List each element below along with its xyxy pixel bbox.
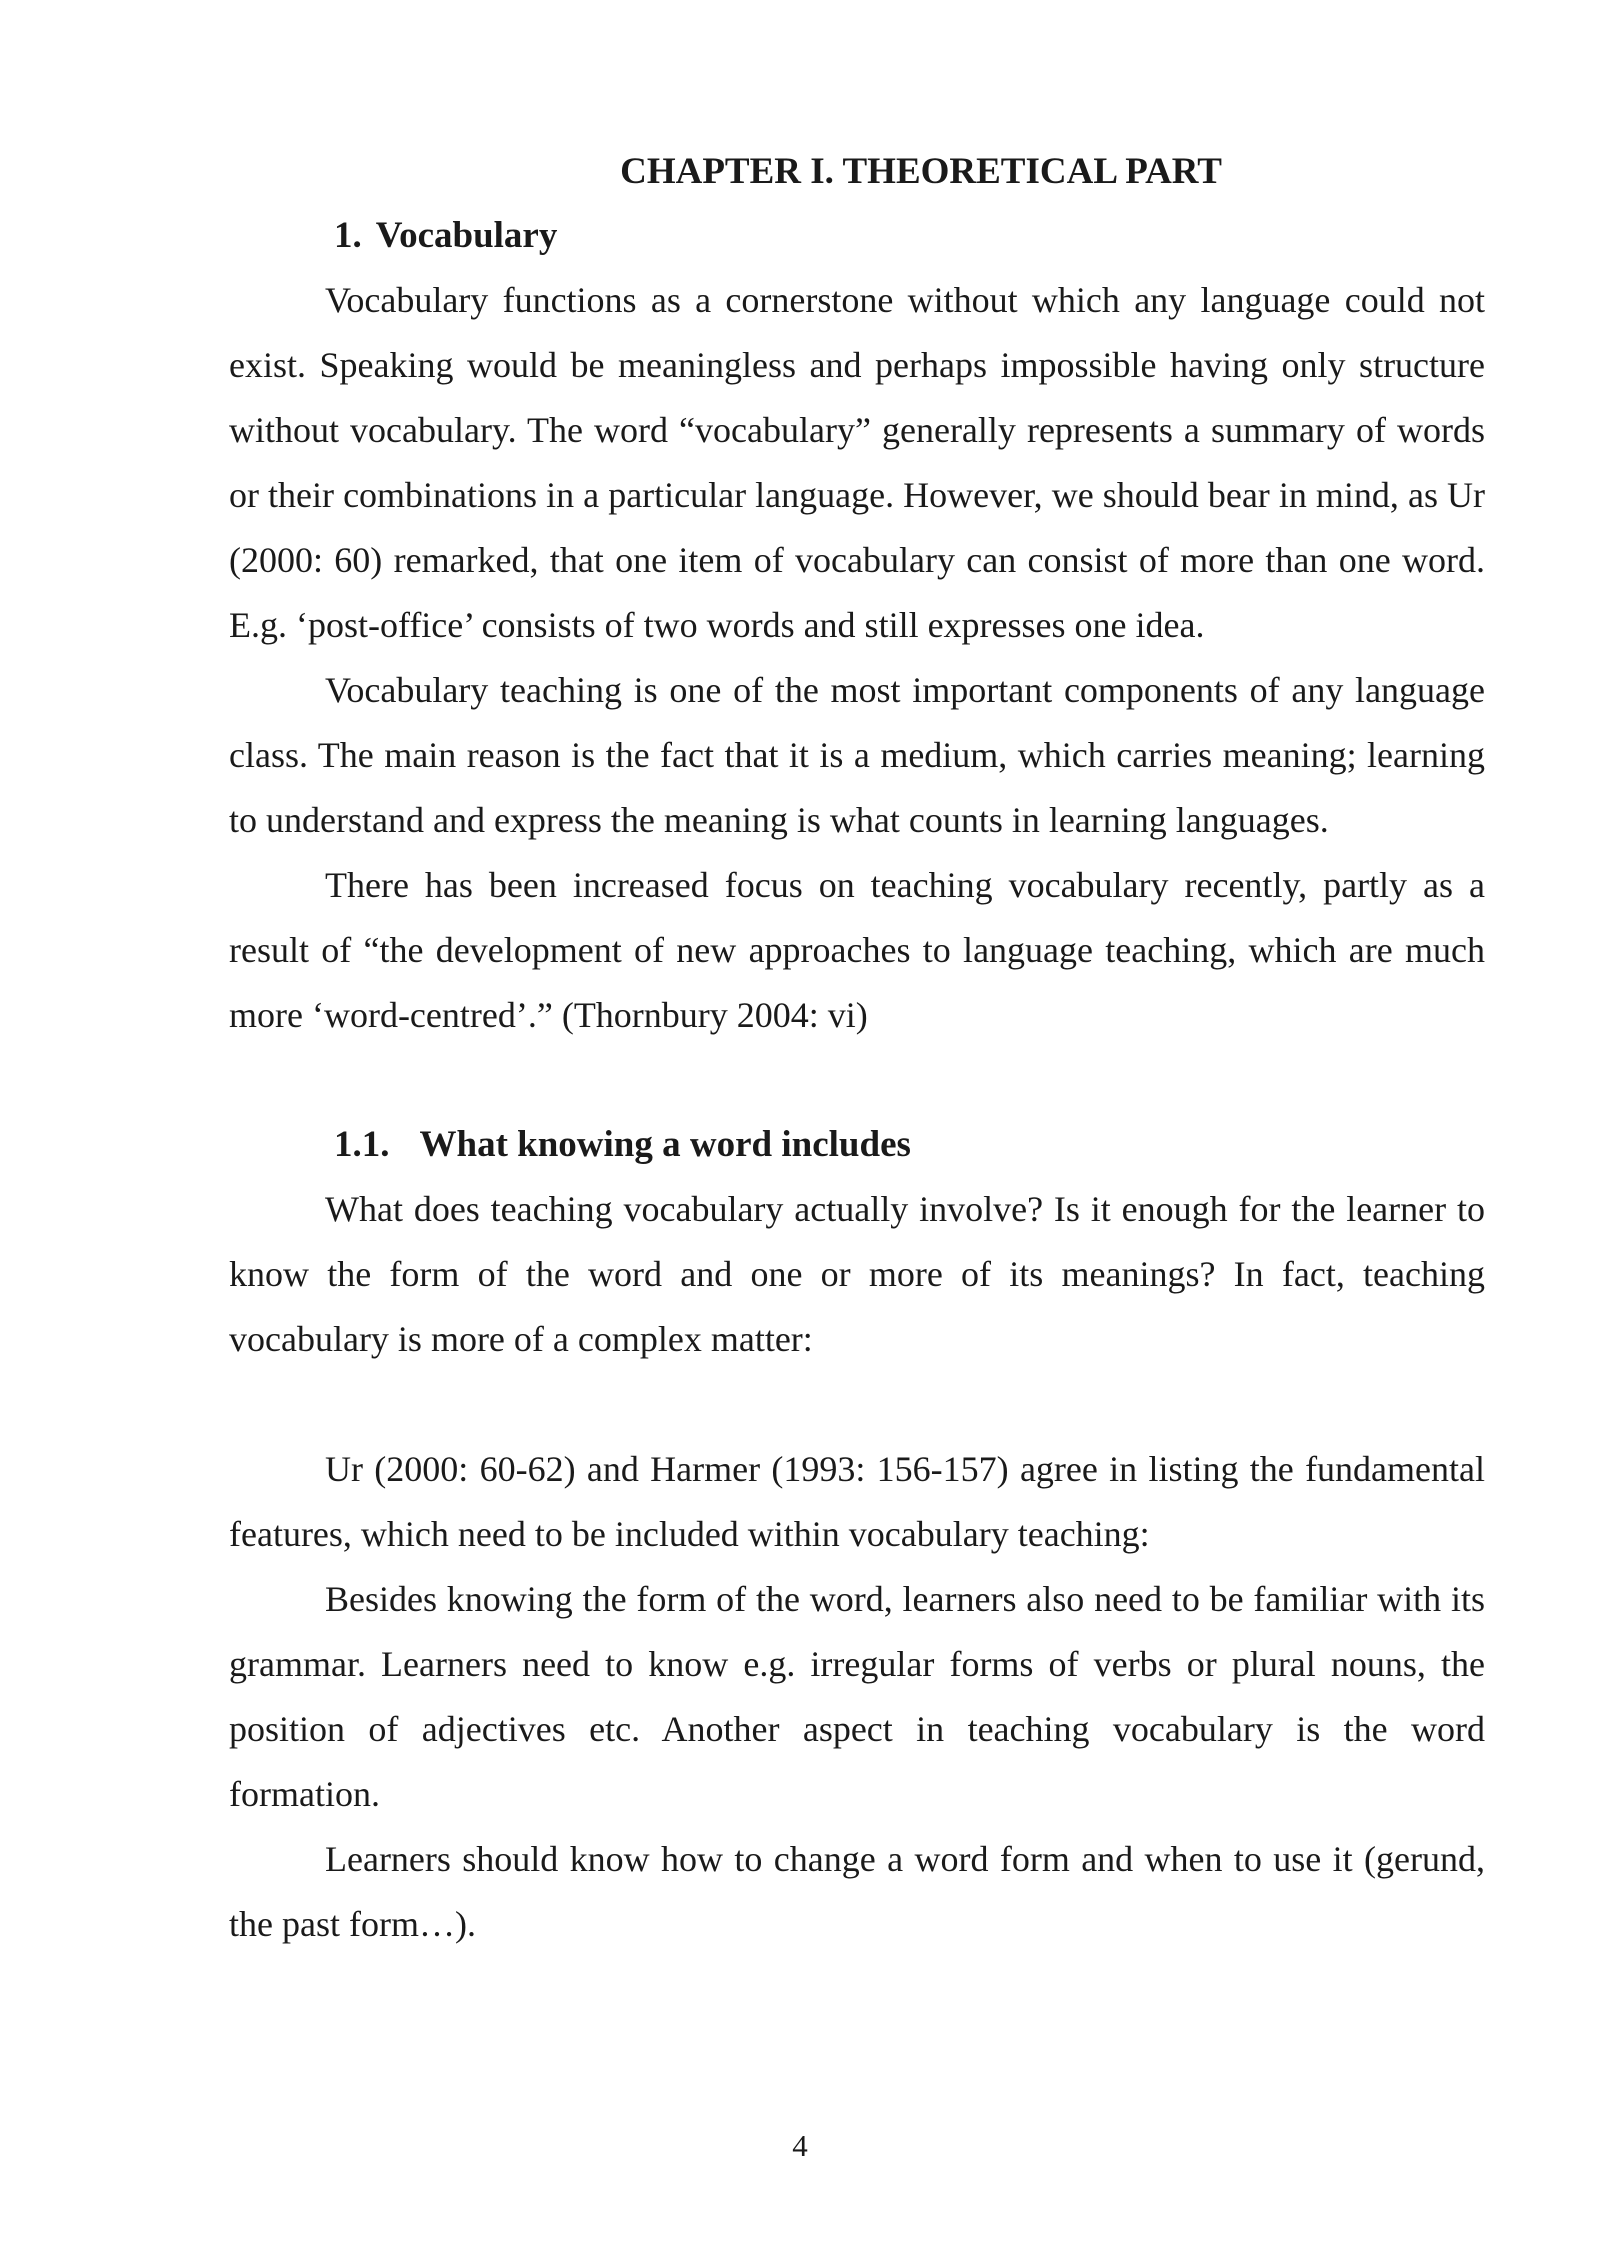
paragraph: Ur (2000: 60-62) and Harmer (1993: 156-157) agree in listing the fundamental features, which need to be included within vocabulary teaching: (229, 1449, 1485, 1554)
page-number: 4 (792, 2128, 808, 2163)
paragraph: There has been increased focus on teaching vocabulary recently, partly as a result of “the development of new approaches to language teaching, which are much more ‘word-centred’.” (Thornbury 2004: vi) (229, 865, 1485, 1035)
blank-line (229, 1372, 1485, 1437)
paragraph: Vocabulary teaching is one of the most important components of any language class. The main reason is the fact that it is a medium, which carries meaning; learning to understand and express the meaning is what counts in learning languages. (229, 670, 1485, 840)
paragraph: Vocabulary functions as a cornerstone without which any language could not exist. Speaking would be meaningless and perhaps impossible having only structure without vocabulary. The word “vocabulary” generally represents a summary of words or their combinations in a particular language. However, we should bear in mind, as Ur (2000: 60) remarked, that one item of vocabulary can consist of more than one word. E.g. ‘post-office’ consists of two words and still expresses one idea. (229, 280, 1485, 645)
section-heading-what-knowing-a-word-includes (229, 1113, 1485, 1177)
section-number: 1. (334, 215, 362, 256)
paragraph: Learners should know how to change a word form and when to use it (gerund, the past form…). (229, 1839, 1485, 1944)
section-number: 1.1. (334, 1124, 390, 1165)
document-page (229, 140, 1485, 1957)
chapter-title: CHAPTER I. THEORETICAL PART (620, 151, 1222, 192)
paragraph: Besides knowing the form of the word, learners also need to be familiar with its grammar. Learners need to know e.g. irregular forms of verbs or plural nouns, the position of adjectives etc. Another aspect in teaching vocabulary is the word formation. (229, 1579, 1485, 1814)
blank-line (229, 1048, 1485, 1113)
section-title: What knowing a word includes (419, 1124, 911, 1165)
section-title: Vocabulary (375, 215, 558, 256)
section-heading-vocabulary (229, 204, 1485, 268)
paragraph: What does teaching vocabulary actually involve? Is it enough for the learner to know the form of the word and one or more of its meanings? In fact, teaching vocabulary is more of a complex matter: (229, 1189, 1485, 1359)
